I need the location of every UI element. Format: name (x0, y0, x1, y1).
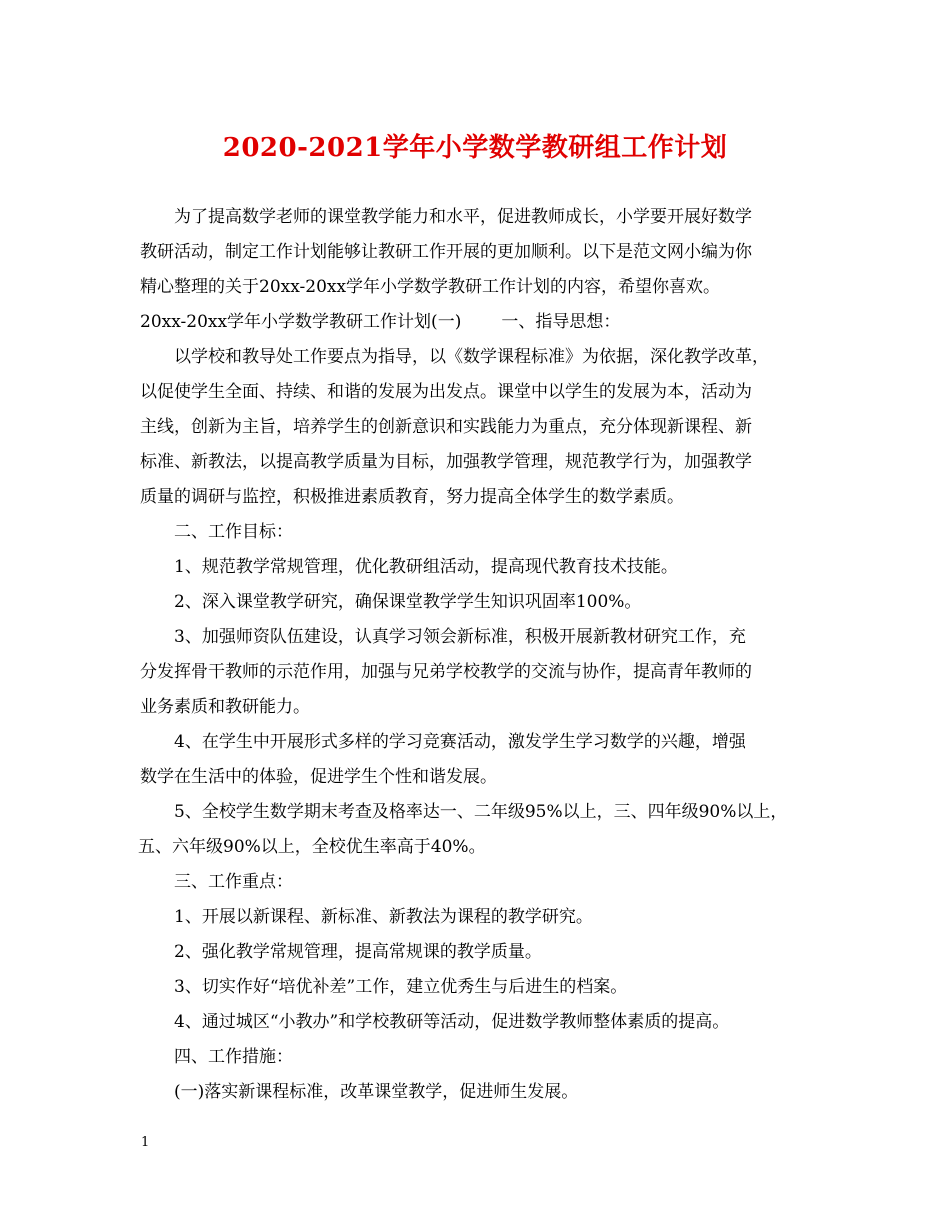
goal-line: 业务素质和教研能力。 (140, 697, 310, 717)
intro-line: 为了提高数学老师的课堂教学能力和水平，促进教师成长，小学要开展好数学 (174, 207, 752, 227)
guiding-line: 质量的调研与监控，积极推进素质教育，努力提高全体学生的数学素质。 (140, 487, 684, 507)
goal-line: 5、全校学生数学期末考查及格率达一、二年级95%以上，三、四年级90%以上， (174, 802, 788, 822)
guiding-paragraph (140, 340, 830, 515)
focus-item: 2、强化教学常规管理，提高常规课的教学质量。 (174, 942, 542, 962)
focus-item: 1、开展以新课程、新标准、新教法为课程的教学研究。 (174, 907, 593, 927)
section-heading-guiding: 一、指导思想： (501, 312, 621, 332)
focus-item: 4、通过城区“小教办”和学校教研等活动，促进数学教师整体素质的提高。 (174, 1012, 730, 1032)
goal-item: 2、深入课堂教学研究，确保课堂教学学生知识巩固率100%。 (174, 592, 642, 612)
guiding-line: 以学校和教导处工作要点为指导，以《数学课程标准》为依据，深化教学改革， (174, 347, 769, 367)
document-title: 2020-2021学年小学数学教研组工作计划 (222, 133, 728, 163)
goal-line: 分发挥骨干教师的示范作用，加强与兄弟学校教学的交流与协作，提高青年教师的 (140, 662, 752, 682)
plan-heading-line (140, 305, 830, 340)
section-heading-measures: 四、工作措施： (174, 1047, 293, 1067)
goal-line: 4、在学生中开展形式多样的学习竞赛活动，激发学生学习数学的兴趣，增强 (174, 732, 746, 752)
focus-item: 3、切实作好“培优补差”工作，建立优秀生与后进生的档案。 (174, 977, 628, 997)
goal-item (140, 795, 830, 865)
goal-line: 数学在生活中的体验，促进学生个性和谐发展。 (140, 767, 497, 787)
goal-line: 3、加强师资队伍建设，认真学习领会新标准，积极开展新教材研究工作，充 (174, 627, 746, 647)
page-number: 1 (141, 1135, 150, 1150)
goal-line: 五、六年级90%以上，全校优生率高于40%。 (138, 837, 486, 857)
intro-line: 教研活动，制定工作计划能够让教研工作开展的更加顺利。以下是范文网小编为你 (140, 242, 752, 262)
section-heading-focus: 三、工作重点： (174, 872, 293, 892)
intro-paragraph (140, 200, 830, 305)
goal-item (140, 620, 830, 725)
goal-item: 1、规范教学常规管理，优化教研组活动，提高现代教育技术技能。 (174, 557, 678, 577)
section-heading-goals: 二、工作目标： (174, 522, 293, 542)
measure-item: (一)落实新课程标准，改革课堂教学，促进师生发展。 (174, 1082, 579, 1102)
guiding-line: 主线，创新为主旨，培养学生的创新意识和实践能力为重点，充分体现新课程、新 (140, 417, 752, 437)
intro-line: 精心整理的关于20xx-20xx学年小学数学教研工作计划的内容，希望你喜欢。 (140, 277, 721, 297)
document-body (140, 200, 830, 1110)
guiding-line: 以促使学生全面、持续、和谐的发展为出发点。课堂中以学生的发展为本，活动为 (140, 382, 752, 402)
goal-item (140, 725, 830, 795)
guiding-line: 标准、新教法，以提高教学质量为目标，加强教学管理，规范教学行为，加强教学 (140, 452, 752, 472)
plan-heading: 20xx-20xx学年小学数学教研工作计划(一) (140, 312, 462, 332)
